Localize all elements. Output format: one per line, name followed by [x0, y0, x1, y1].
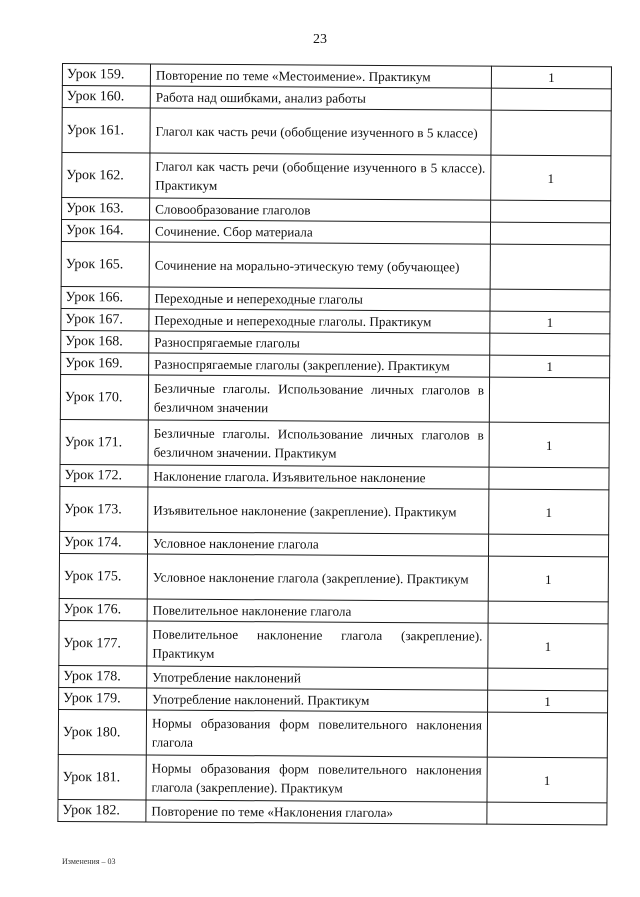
table-row [60, 374, 609, 422]
lesson-number-cell: Урок 171. [60, 419, 148, 465]
lesson-topic-cell: Словообразование глаголов [150, 198, 491, 222]
lesson-number-cell: Урок 159. [62, 64, 150, 87]
lesson-hours-cell [487, 712, 607, 758]
lesson-hours-cell [490, 222, 610, 245]
lesson-number-cell: Урок 174. [60, 531, 148, 554]
lesson-hours-cell [491, 200, 611, 223]
table-row [59, 620, 608, 668]
table-row [60, 486, 609, 534]
lesson-hours-cell [488, 601, 608, 624]
lesson-number-cell: Урок 164. [61, 220, 149, 243]
lesson-hours-cell: 1 [490, 355, 610, 378]
lesson-number-cell: Урок 169. [61, 352, 149, 375]
table-row [58, 799, 607, 824]
lesson-number-cell: Урок 167. [61, 308, 149, 331]
lesson-hours-cell: 1 [489, 422, 609, 468]
lesson-number-cell: Урок 182. [58, 799, 146, 822]
lesson-number-cell: Урок 178. [59, 665, 147, 688]
table-row [60, 419, 609, 467]
lesson-topic-cell: Переходные и непереходные глаголы. Практикум [149, 309, 490, 333]
lesson-topic-cell: Наклонение глагола. Изъявительное наклонение [148, 465, 489, 489]
lesson-number-cell: Урок 173. [60, 486, 148, 532]
lesson-hours-cell: 1 [487, 757, 607, 803]
table-row [58, 709, 607, 757]
lesson-topic-cell: Нормы образования форм повелительного наклонения глагола (закрепление). Практикум [146, 755, 487, 802]
lesson-number-cell: Урок 176. [59, 598, 147, 621]
lesson-topic-cell: Повторение по теме «Наклонения глагола» [146, 800, 487, 824]
lesson-topic-cell: Переходные и непереходные глаголы [149, 287, 490, 311]
lesson-hours-cell [488, 668, 608, 691]
lesson-number-cell: Урок 170. [60, 374, 148, 420]
lesson-topic-cell: Изъявительное наклонение (закрепление). Практикум [148, 487, 489, 534]
lesson-number-cell: Урок 163. [62, 198, 150, 221]
lesson-hours-cell: 1 [488, 690, 608, 713]
lesson-number-cell: Урок 179. [59, 687, 147, 710]
lesson-topic-cell: Глагол как часть речи (обобщение изученного в 5 классе) [150, 108, 491, 155]
lesson-hours-cell: 1 [488, 623, 608, 669]
lesson-topic-cell: Разноспрягаемые глаголы (закрепление). Практикум [149, 353, 490, 377]
lesson-table [57, 63, 612, 825]
lesson-topic-cell: Безличные глаголы. Использование личных глаголов в безличном значении [148, 375, 489, 422]
lesson-number-cell: Урок 172. [60, 464, 148, 487]
table-row [62, 153, 611, 201]
lesson-topic-cell: Повелительное наклонение глагола (закрепление). Практикум [147, 621, 488, 668]
lesson-number-cell: Урок 166. [61, 286, 149, 309]
lesson-topic-cell: Употребление наклонений [147, 666, 488, 690]
lesson-topic-cell: Глагол как часть речи (обобщение изученного в 5 классе). Практикум [150, 153, 491, 200]
lesson-topic-cell: Повторение по теме «Местоимение». Практикум [150, 64, 491, 88]
lesson-hours-cell [490, 333, 610, 356]
lesson-topic-cell: Сочинение. Сбор материала [149, 220, 490, 244]
lesson-topic-cell: Условное наклонение глагола [148, 532, 489, 556]
lesson-hours-cell [489, 377, 609, 423]
page-number: 23 [313, 32, 327, 47]
lesson-number-cell: Урок 165. [61, 241, 149, 287]
lesson-topic-cell: Употребление наклонений. Практикум [147, 688, 488, 712]
table-row [59, 553, 608, 601]
lesson-number-cell: Урок 168. [61, 330, 149, 353]
lesson-topic-cell: Разноспрягаемые глаголы [149, 331, 490, 355]
lesson-topic-cell: Условное наклонение глагола (закрепление). Практикум [147, 554, 488, 601]
lesson-topic-cell: Работа над ошибками, анализ работы [150, 86, 491, 110]
lesson-hours-cell [487, 802, 607, 825]
lesson-hours-cell [490, 244, 610, 290]
lesson-number-cell: Урок 162. [62, 153, 150, 199]
lesson-hours-cell [490, 289, 610, 312]
lesson-number-cell: Урок 180. [58, 709, 146, 755]
lesson-hours-cell [488, 534, 608, 557]
lesson-hours-cell: 1 [490, 311, 610, 334]
lesson-topic-cell: Повелительное наклонение глагола [147, 599, 488, 623]
lesson-topic-cell: Безличные глаголы. Использование личных глаголов в безличном значении. Практикум [148, 420, 489, 467]
lesson-number-cell: Урок 175. [59, 553, 147, 599]
lesson-topic-cell: Сочинение на морально-этическую тему (обучающее) [149, 242, 490, 289]
lesson-hours-cell: 1 [491, 66, 611, 89]
lesson-hours-cell [489, 467, 609, 490]
lesson-hours-cell: 1 [489, 489, 609, 535]
lesson-hours-cell: 1 [488, 556, 608, 602]
table-row [61, 241, 610, 289]
lesson-table-body [58, 64, 612, 825]
lesson-number-cell: Урок 161. [62, 108, 150, 154]
table-row [58, 754, 607, 802]
lesson-hours-cell [491, 110, 611, 156]
footer-revision-note: Изменения – 03 [62, 857, 116, 866]
lesson-number-cell: Урок 160. [62, 86, 150, 109]
lesson-number-cell: Урок 181. [58, 754, 146, 800]
lesson-number-cell: Урок 177. [59, 620, 147, 666]
lesson-topic-cell: Нормы образования форм повелительного наклонения глагола [146, 710, 487, 757]
table-row [62, 108, 611, 156]
lesson-hours-cell: 1 [491, 155, 611, 201]
lesson-hours-cell [491, 88, 611, 111]
